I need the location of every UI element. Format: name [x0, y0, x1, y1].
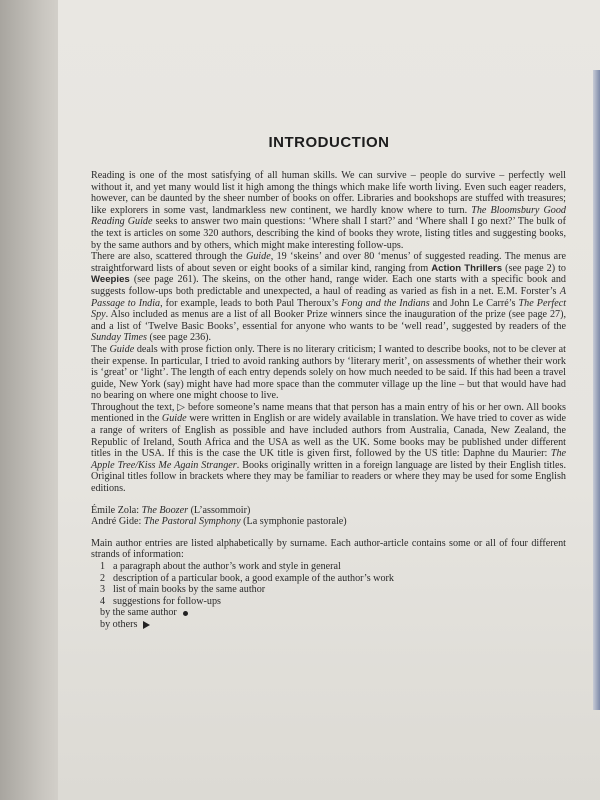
menu-ref-weepies: Weepies	[91, 274, 130, 286]
paragraph-3: The Guide deals with prose fiction only. There is no literary criticism; I wanted to describe books, not to be clever at their expense. In particular, I tried to avoid ranking authors by ‘literary merit’, on assessments of whether their work is ‘great’ or ‘light’. The length of each entry depends solely on how much needed to be said. If this had been a travel guide, New York (say) might have had more space than the commuter village up the line – but that would have had no bearing on where one might choose to live.	[91, 343, 566, 402]
followup-others: by others	[91, 619, 566, 631]
paragraph-1: Reading is one of the most satisfying of all human skills. We can survive – people do survive – perfectly well without it, and yet many would list it high among the things which make life worth living. Even such eager readers, however, can be daunted by the sheer number of books on offer. Libraries and bookshops are stuffed with treasures; like explorers in some vast, landmarkless new continent, we hardly know where to turn. The Bloomsbury Good Reading Guide seeks to answer two main questions: ‘Where shall I start?’ and ‘Where shall I go next?’ The bulk of the text is articles on some 320 authors, describing the kind of books they wrote, listing titles and suggesting books, by the same authors and by others, which might make interesting follow-ups.	[91, 170, 566, 251]
paragraph-2: There are also, scattered through the Guide, 19 ‘skeins’ and over 80 ‘menus’ of suggested reading. The menus are straightforward lists of about seven or eight books of a similar kind, ranging from Action Thrillers (see page 2) to Weepies (see page 261). The skeins, on the other hand, range wider. Each one starts with a specific book and suggests follow-ups both predictable and unexpected, a haul of reading as varied as fish in a net. E.M. Forster’s A Passage to India, for example, leads to both Paul Theroux’s Fong and the Indians and John Le Carré’s The Perfect Spy. Also included as menus are a list of all Booker Prize winners since the inauguration of the prize (see page 27), and a list of ‘Twelve Basic Books’, essential for anyone who wants to be ‘well read’, suggested by readers of the Sunday Times (see page 236).	[91, 251, 567, 344]
strands-list	[91, 561, 566, 631]
page-title: INTRODUCTION	[268, 134, 390, 151]
followup-same-author: by the same author	[91, 607, 566, 619]
book-page	[58, 0, 600, 800]
list-item: 1 a paragraph about the author’s work and style in general	[100, 561, 341, 572]
example-gide: André Gide: The Pastoral Symphony (La symphonie pastorale)	[91, 516, 347, 528]
paragraph-5: Main author entries are listed alphabetically by surname. Each author-article contains some or all of four different strands of information:	[91, 537, 566, 561]
page-right-edge	[593, 70, 600, 710]
menu-ref-action-thrillers: Action Thrillers	[431, 262, 503, 274]
spacer	[91, 495, 566, 505]
list-item: 2 description of a particular book, a good example of the author’s work	[100, 572, 394, 584]
list-item: 4 suggestions for follow-ups	[100, 595, 221, 607]
triangle-icon	[143, 621, 150, 629]
example-zola: Émile Zola: The Boozer (L’assommoir)	[91, 504, 251, 516]
list-item: 3 list of main books by the same author	[100, 584, 266, 596]
spacer	[91, 528, 566, 538]
bullet-icon	[183, 611, 188, 616]
intro-body	[91, 170, 566, 631]
paragraph-4: Throughout the text, ▷ before someone’s name means that that person has a main entry of his or her own. All books mentioned in the Guide were written in English or are widely available in translation. We have tried to cover as wide a range of writers of English as possible and have included authors from Australia, Canada, New Zealand, the Republic of Ireland, South Africa and the USA as well as the UK. Some books may be published under different titles in the USA. If this is the case the UK title is given first, followed by the US title: Daphne du Maurier: The Apple Tree/Kiss Me Again Stranger. Books originally written in a foreign language are listed by their English titles. Original titles follow in brackets where they may be familiar to readers or where they may be used for some English editions.	[91, 401, 566, 495]
